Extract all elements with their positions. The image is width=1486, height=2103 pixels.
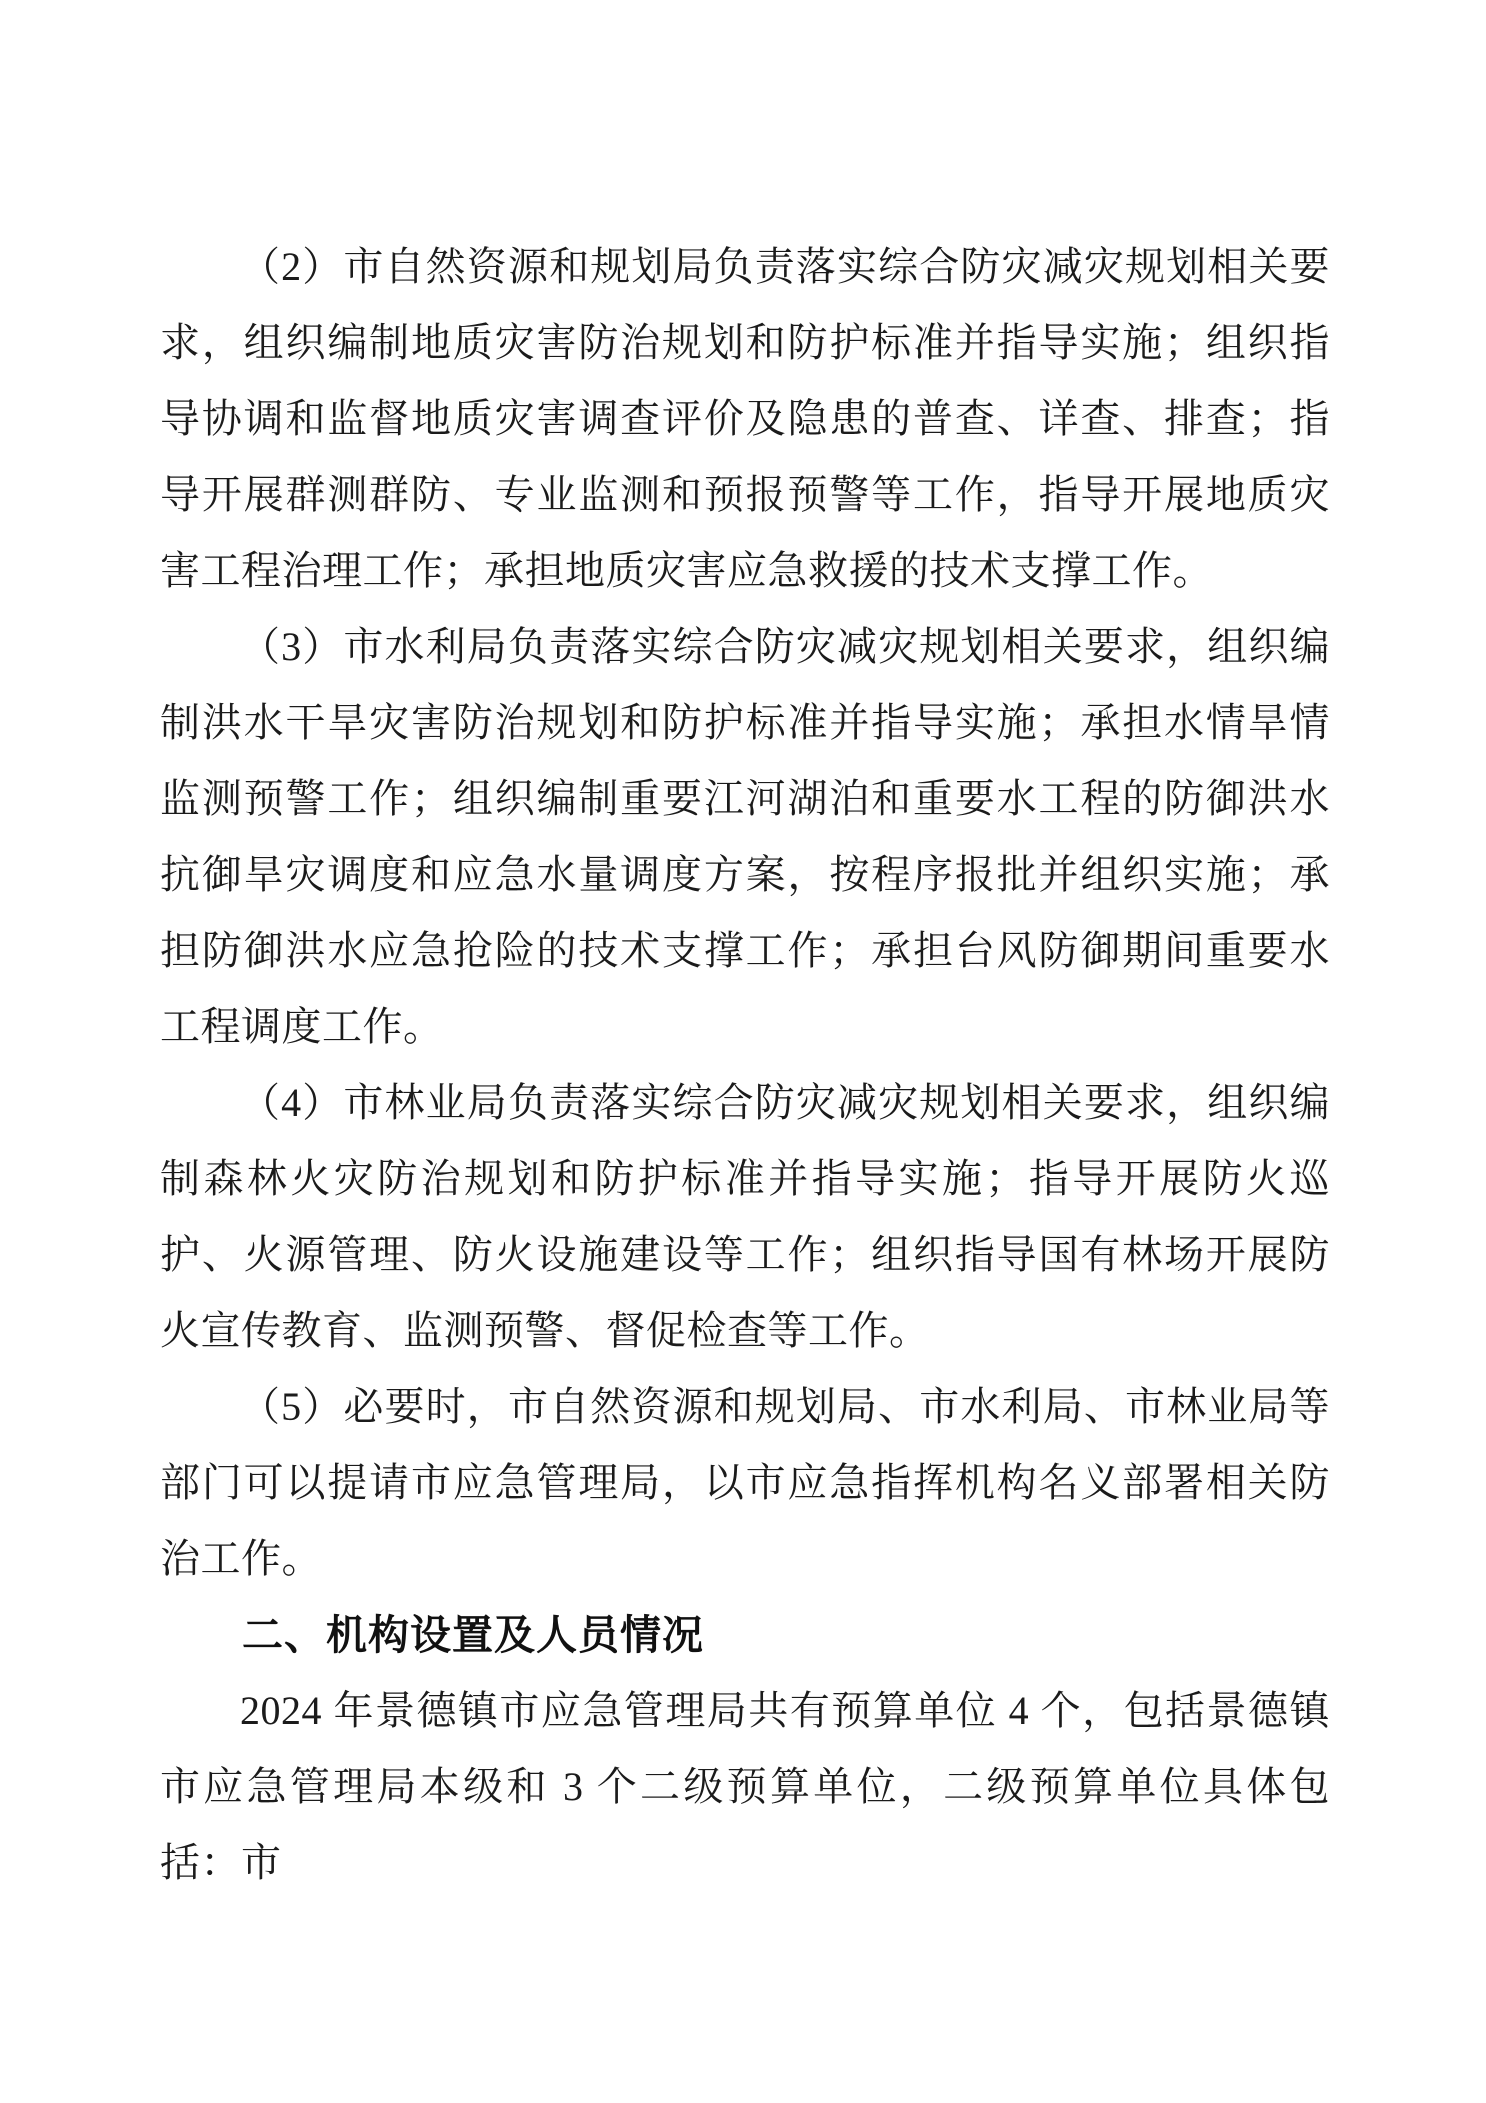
paragraph-forestry-bureau: （4）市林业局负责落实综合防灾减灾规划相关要求，组织编制森林火灾防治规划和防护标准并指导实施；指导开展防火巡护、火源管理、防火设施建设等工作；组织指导国有林场开展防火宣传教育、监测预警、督促检查等工作。 <box>160 1080 1330 1353</box>
paragraph-natural-resources-bureau: （2）市自然资源和规划局负责落实综合防灾减灾规划相关要求，组织编制地质灾害防治规划和防护标准并指导实施；组织指导协调和监督地质灾害调查评价及隐患的普查、详查、排查；指导开展群测群防、专业监测和预报预警等工作，指导开展地质灾害工程治理工作；承担地质灾害应急救援的技术支撑工作。 <box>160 244 1330 593</box>
section-heading-organization-personnel: 二、机构设置及人员情况 <box>242 1612 704 1658</box>
document-content <box>160 229 1330 1901</box>
paragraph-when-necessary: （5）必要时，市自然资源和规划局、市水利局、市林业局等部门可以提请市应急管理局，以市应急指挥机构名义部署相关防治工作。 <box>160 1384 1330 1581</box>
paragraph-water-bureau: （3）市水利局负责落实综合防灾减灾规划相关要求，组织编制洪水干旱灾害防治规划和防护标准并指导实施；承担水情旱情监测预警工作；组织编制重要江河湖泊和重要水工程的防御洪水抗御旱灾调度和应急水量调度方案，按程序报批并组织实施；承担防御洪水应急抢险的技术支撑工作；承担台风防御期间重要水工程调度工作。 <box>160 624 1330 1049</box>
paragraph-budget-units: 2024 年景德镇市应急管理局共有预算单位 4 个，包括景德镇市应急管理局本级和 3 个二级预算单位，二级预算单位具体包括：市 <box>160 1688 1330 1885</box>
